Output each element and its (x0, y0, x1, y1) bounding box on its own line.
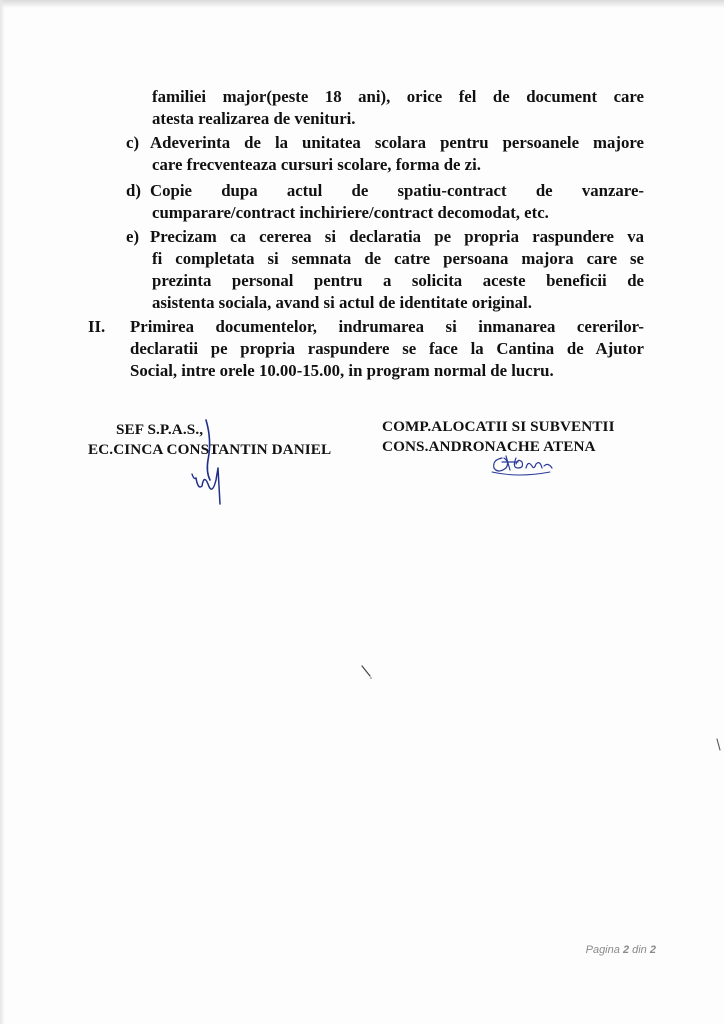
footer-separator: din (632, 944, 647, 956)
footer-total: 2 (649, 944, 656, 956)
item-c-line-1-text: Adeverinta de la unitatea scolara pentru persoanele majore (150, 133, 644, 152)
item-d-line-1 (150, 180, 644, 203)
scan-dust-mark (360, 664, 374, 680)
right-signature-role: COMP.ALOCATII SI SUBVENTII (382, 418, 615, 435)
footer-page: 2 (622, 944, 630, 956)
item-e-line-1-text: Precizam ca cererea si declaratia pe propria raspundere va (150, 227, 644, 246)
scan-edge-left (0, 0, 5, 1024)
intro-line-1-text: familiei major(peste 18 ani), orice fel de document care (152, 87, 644, 106)
left-signature-name: EC.CINCA CONSTANTIN DANIEL (88, 441, 332, 458)
item-d-line-2-text: cumparare/contract inchiriere/contract decomodat, etc. (152, 203, 549, 222)
scan-edge-top (0, 0, 724, 8)
section-ii-line-1 (130, 316, 644, 339)
item-e-line-1 (150, 226, 644, 249)
left-signature-role: SEF S.P.A.S., (116, 421, 204, 438)
intro-line-2 (152, 108, 356, 131)
item-c-line-2 (152, 154, 481, 177)
footer-prefix: Pagina (585, 944, 620, 956)
section-ii-line-2 (130, 338, 644, 361)
section-ii-line-2-text: declaratii pe propria raspundere se face la Cantina de Ajutor (130, 339, 644, 358)
item-d-marker: d) (126, 181, 141, 200)
item-d-line-1-text: Copie dupa actul de spatiu-contract de vanzare- (150, 181, 644, 200)
edge-scan-mark (716, 738, 722, 752)
item-e-line-2 (152, 248, 644, 271)
item-d-line-2 (152, 202, 549, 225)
section-ii-line-3 (130, 360, 554, 383)
item-c-marker: c) (126, 133, 140, 152)
item-c-line-2-text: care frecventeaza cursuri scolare, forma de zi. (152, 155, 481, 174)
section-ii-marker: II. (88, 317, 106, 336)
item-e-line-2-text: fi completata si semnata de catre persoana majora care se (152, 249, 644, 268)
item-e-line-3 (152, 270, 644, 293)
right-signature-scribble (488, 448, 568, 478)
section-ii-line-1-text: Primirea documentelor, indrumarea si inmanarea cererilor- (130, 317, 644, 336)
left-signature-scribble (186, 410, 236, 510)
item-c-line-1 (150, 132, 644, 155)
intro-line-1 (152, 86, 644, 109)
intro-line-2-text: atesta realizarea de venituri. (152, 109, 356, 128)
item-e-marker: e) (126, 227, 140, 246)
page-number-footer (586, 944, 656, 956)
item-e-line-4-text: asistenta sociala, avand si actul de identitate original. (152, 293, 532, 312)
item-e-line-3-text: prezinta personal pentru a solicita aceste beneficii de (152, 271, 644, 290)
item-e-line-4 (152, 292, 532, 315)
right-signature-name: CONS.ANDRONACHE ATENA (382, 438, 596, 455)
section-ii-line-3-text: Social, intre orele 10.00-15.00, in program normal de lucru. (130, 361, 554, 380)
